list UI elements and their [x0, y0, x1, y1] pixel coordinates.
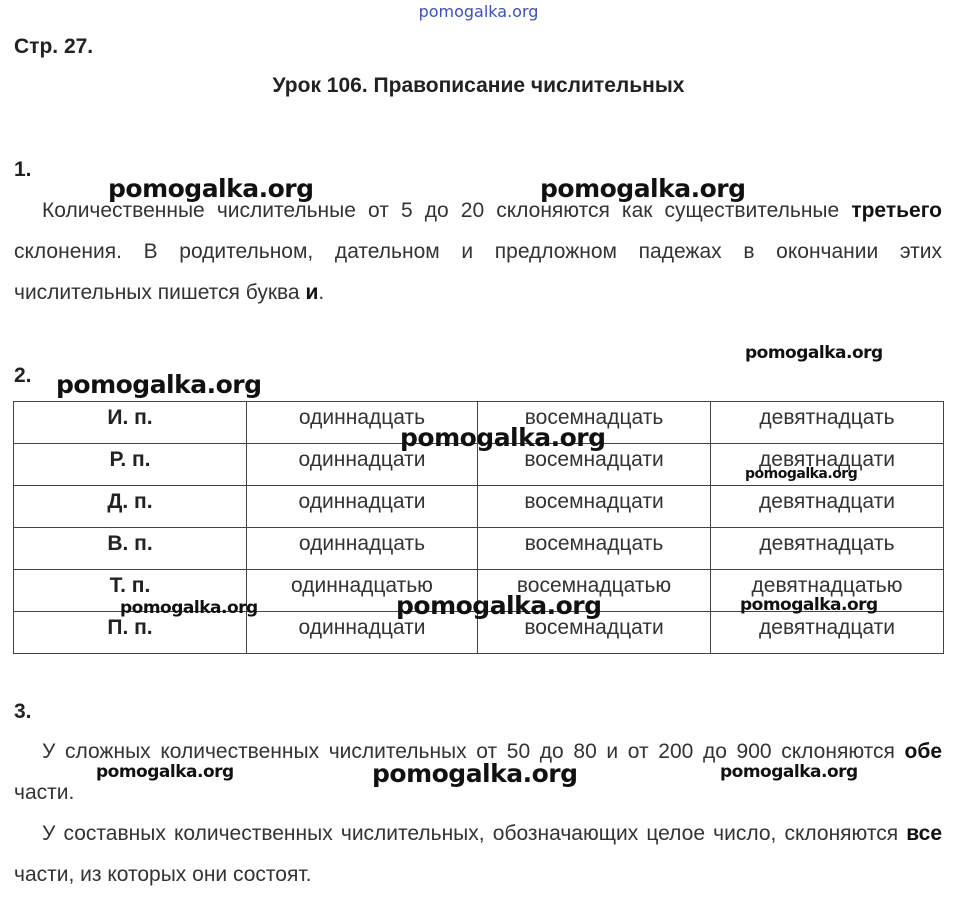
case-label: П. п.	[14, 612, 247, 654]
section-number-3: 3.	[14, 700, 32, 723]
bold-term: и	[305, 281, 319, 304]
watermark: pomogalka.org	[120, 598, 258, 618]
table-row	[14, 528, 944, 570]
table-cell: девятнадцатью	[711, 570, 944, 612]
page-reference: Стр. 27.	[14, 35, 94, 58]
table-cell: восемнадцати	[478, 486, 711, 528]
case-label: В. п.	[14, 528, 247, 570]
table-cell: одиннадцати	[247, 444, 478, 486]
case-label: Т. п.	[14, 570, 247, 612]
watermark: pomogalka.org	[740, 595, 878, 615]
bold-term: третьего	[851, 199, 942, 222]
table-row	[14, 486, 944, 528]
watermark: pomogalka.org	[372, 759, 578, 788]
section-3-paragraph-1: У сложных количественных числительных от 50 до 80 и от 200 до 900 склоняются обе части.	[14, 740, 942, 804]
watermark: pomogalka.org	[96, 762, 234, 782]
bold-term: обе	[904, 740, 942, 763]
watermark: pomogalka.org	[396, 591, 602, 620]
table-cell: восемнадцать	[478, 402, 711, 444]
table-cell: одиннадцатью	[247, 570, 478, 612]
table-cell: одиннадцати	[247, 486, 478, 528]
table-cell: девятнадцати	[711, 486, 944, 528]
table-cell: восемнадцати	[478, 444, 711, 486]
table-cell: восемнадцать	[478, 528, 711, 570]
section-number-1: 1.	[14, 158, 32, 181]
watermark: pomogalka.org	[56, 370, 262, 399]
table-cell: девятнадцать	[711, 402, 944, 444]
section-1-paragraph: Количественные числительные от 5 до 20 склоняются как существительные третьего склонения. В родительном, дательном и предложном падежах в окончании этих числительных пишется буква и.	[14, 199, 942, 304]
watermark: pomogalka.org	[720, 762, 858, 782]
table-cell: девятнадцати	[711, 612, 944, 654]
table-cell: восемнадцати	[478, 612, 711, 654]
table-cell: девятнадцати	[711, 444, 944, 486]
table-cell: одиннадцать	[247, 402, 478, 444]
watermark: pomogalka.org	[108, 174, 314, 203]
watermark: pomogalka.org	[400, 423, 606, 452]
section-3-paragraph-2: У составных количественных числительных, обозначающих целое число, склоняются все части, из которых они состоят.	[14, 822, 942, 886]
case-label: И. п.	[14, 402, 247, 444]
case-label: Д. п.	[14, 486, 247, 528]
table-cell: одиннадцать	[247, 528, 478, 570]
lesson-title: Урок 106. Правописание числительных	[272, 74, 685, 97]
case-label: Р. п.	[14, 444, 247, 486]
table-cell: восемнадцатью	[478, 570, 711, 612]
site-header: pomogalka.org	[418, 2, 539, 21]
bold-term: все	[906, 822, 942, 845]
watermark: pomogalka.org	[745, 466, 858, 482]
watermark: pomogalka.org	[745, 343, 883, 363]
section-number-2: 2.	[14, 364, 32, 387]
table-cell: девятнадцать	[711, 528, 944, 570]
watermark: pomogalka.org	[540, 174, 746, 203]
table-cell: одиннадцати	[247, 612, 478, 654]
